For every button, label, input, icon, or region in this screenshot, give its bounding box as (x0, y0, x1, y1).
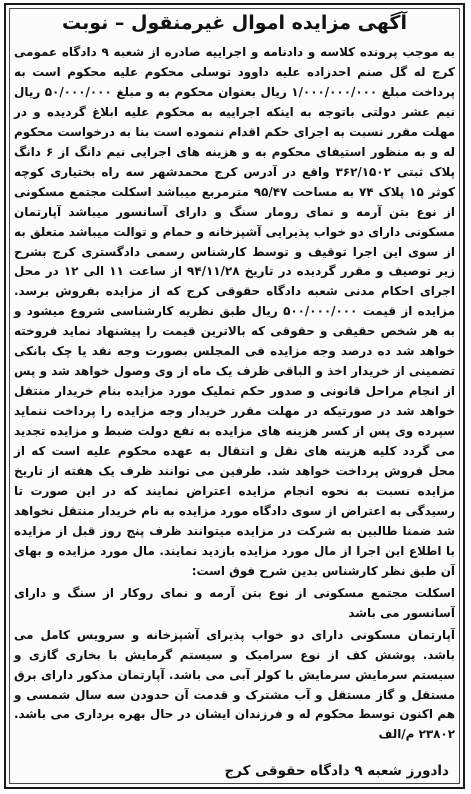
notice-title: آگهی مزایده اموال غیرمنقول – نوبت (62, 12, 407, 34)
notice-paragraph-main: به موجب پرونده کلاسه و دادنامه و اجراییه صادره از شعبه ۹ دادگاه عمومی کرج له گل صنم احدزاده علیه داوود توسلی محکوم علیه محکوم است به پرداخت مبلغ ۱/۰۰۰/۰۰۰/۰۰۰ ریال بعنوان محکوم به و مبلغ ۵۰/۰۰۰/۰۰۰ ریال نیم عشر دولتی باتوجه به اینکه اجراییه به محکوم علیه ابلاغ گردیده و در مهلت مقرر نسبت به اجرای حکم اقدام ننموده است بنا به درخواست محکوم له و به منظور استیفای محکوم به و هزینه های اجرایی نیم دانگ از ۶ دانگ پلاک ثبتی ۳۶۲/۱۵۰۲ واقع در آدرس کرج محمدشهر سه راه بختیاری کوچه کوثر ۱۵ پلاک ۷۴ به مساحت ۹۵/۴۷ مترمربع میباشد اسکلت مجتمع مسکونی از نوع بتن آرمه و نمای رومار سنگ و دارای آسانسور میباشد آپارتمان مسکونی دارای دو خواب پذیرایی آشپزخانه و حمام و توالت میباشد متعلق به از سوی این اجرا توقیف و توسط کارشناس رسمی دادگستری کرج بشرح زیر توصیف و مقرر گردیده در تاریخ ۹۴/۱۱/۲۸ از ساعت ۱۱ الی ۱۲ در محل اجرای احکام مدنی شعبه دادگاه حقوقی کرج که از مزایده بفروش برسد. مزایده از قیمت ۵۰۰/۰۰۰/۰۰۰ ریال طبق نظریه کارشناسی شروع میشود و به هر شخص حقیقی و حقوقی که بالاترین قیمت را پیشنهاد نماید فروخته خواهد شد ده درصد وجه مزایده فی المجلس بصورت وجه نقد یا چک بانکی تضمینی از خریدار اخذ و الباقی ظرف یک ماه از وی وصول خواهد شد و پس از انجام مراحل قانونی و صدور حکم تملیک مورد مزایده بنام خریدار منتقل خواهد شد در صورتیکه در مهلت مقرر خریدار وجه مزایده را پرداخت ننماید سپرده وی پس از کسر هزینه های مزایده به نفع دولت ضبط و مزایده تجدید می گردد کلیه هزینه های نقل و انتقال به عهده محکوم علیه است که از محل فروش پرداخت خواهد شد. طرفین می توانند ظرف یک هفته از تاریخ مزایده نسبت به نحوه انجام مزایده اعتراض نمایند که در این صورت تا رسیدگی به اعتراض از سوی دادگاه مورد مزایده به نام خریدار منتقل نخواهد شد ضمنا طالبین به شرکت در مزایده میتوانند ظرف پنج روز قبل از مزایده با اطلاع این اجرا از مال مورد مزایده بازدید نمایند. مال مورد مزایده و بهای آن طبق نظر کارشناس بدین شرح فوق است: (14, 45, 456, 578)
notice-frame (4, 3, 465, 789)
notice-paragraph-structure: اسکلت مجتمع مسکونی از نوع بتن آرمه و نمای روکار از سنگ و دارای آسانسور می باشد (14, 585, 455, 620)
notice-paragraph-apartment: آپارتمان مسکونی دارای دو خواب پذیرای آشپزخانه و سرویس کامل می باشد. پوشش کف از نوع سرامیک و سیستم گرمایش با بخاری گازی و سیستم سرمایش سرمایش با کولر آبی می باشد. آپارتمان مذکور دارای برق مستقل و گاز مستقل و آب مشترک و قدمت آن حدودن سه سال شمسی و هم اکنون توسط محکوم له و فرزندان ایشان در حال بهره برداری می باشد. ۲۳۸۰۲ م/الف (14, 627, 455, 742)
notice-body (14, 43, 455, 745)
notice-signature: دادورز شعبه ۹ دادگاه حقوقی کرج (224, 763, 449, 779)
